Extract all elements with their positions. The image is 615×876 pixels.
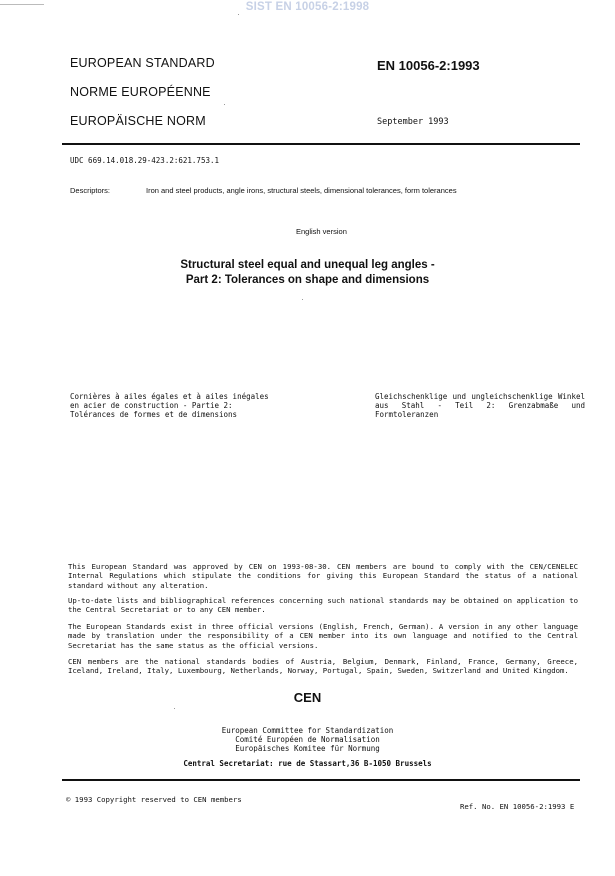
copyright-notice: © 1993 Copyright reserved to CEN members	[66, 795, 242, 804]
versions-paragraph: The European Standards exist in three official versions (English, French, German). A version in any other language made by translation under the responsibility of a CEN member into its own language and notified to the Central Secretariat has the same status as the official versions.	[68, 622, 578, 650]
publication-date: September 1993	[377, 117, 449, 127]
title-line-1: Structural steel equal and unequal leg angles -	[180, 259, 435, 271]
udc-code: UDC 669.14.018.29-423.2:621.753.1	[70, 156, 220, 165]
header-europaische-norm: EUROPÄISCHE NORM	[70, 114, 206, 128]
descriptors-label: Descriptors:	[70, 186, 111, 195]
cen-name-english: European Committee for Standardization	[221, 726, 394, 735]
reference-number: Ref. No. EN 10056-2:1993 E	[460, 802, 575, 811]
corner-mark	[0, 4, 44, 5]
scan-speck	[174, 708, 175, 709]
scan-speck	[224, 104, 225, 105]
approval-paragraph: This European Standard was approved by CEN on 1993-08-30. CEN members are bound to comply with the CEN/CENELEC Internal Regulations which stipulate the conditions for giving this European Standard the status of a national standard without any alteration.	[68, 562, 578, 590]
header-european-standard: EUROPEAN STANDARD	[70, 56, 215, 70]
header-rule	[62, 143, 580, 145]
scan-speck	[238, 14, 239, 15]
french-title: Cornières à ailes égales et à ailes inégales en acier de construction - Partie 2: Tolérances de formes et de dimensions	[70, 392, 269, 419]
title-line-2: Part 2: Tolerances on shape and dimensions	[185, 274, 430, 286]
descriptors-value: Iron and steel products, angle irons, structural steels, dimensional tolerances, form tolerances	[146, 186, 457, 195]
watermark: SIST EN 10056-2:1998	[245, 1, 370, 13]
german-title: Gleichschenklige und ungleichschenklige Winkel aus Stahl - Teil 2: Grenzabmaße und Formtoleranzen	[375, 392, 585, 419]
cen-name-french: Comité Européen de Normalisation	[235, 735, 380, 744]
members-paragraph: CEN members are the national standards bodies of Austria, Belgium, Denmark, Finland, France, Germany, Greece, Iceland, Ireland, Italy, Luxembourg, Netherlands, Norway, Portugal, Spain, Sweden, Switzerland and United Kingdom.	[68, 657, 578, 676]
footer-rule	[62, 779, 580, 781]
version-label: English version	[296, 227, 347, 236]
references-paragraph: Up-to-date lists and bibliographical references concerning such national standards may be obtained on application to the Central Secretariat or to any CEN member.	[68, 596, 578, 615]
header-norme-europeenne: NORME EUROPÉENNE	[70, 85, 211, 99]
standard-number: EN 10056-2:1993	[377, 58, 480, 73]
cen-acronym: CEN	[293, 690, 322, 705]
cen-name-german: Europäisches Komitee für Normung	[235, 744, 380, 753]
central-secretariat: Central Secretariat: rue de Stassart,36 B-1050 Brussels	[183, 759, 432, 768]
scan-speck	[302, 299, 303, 300]
